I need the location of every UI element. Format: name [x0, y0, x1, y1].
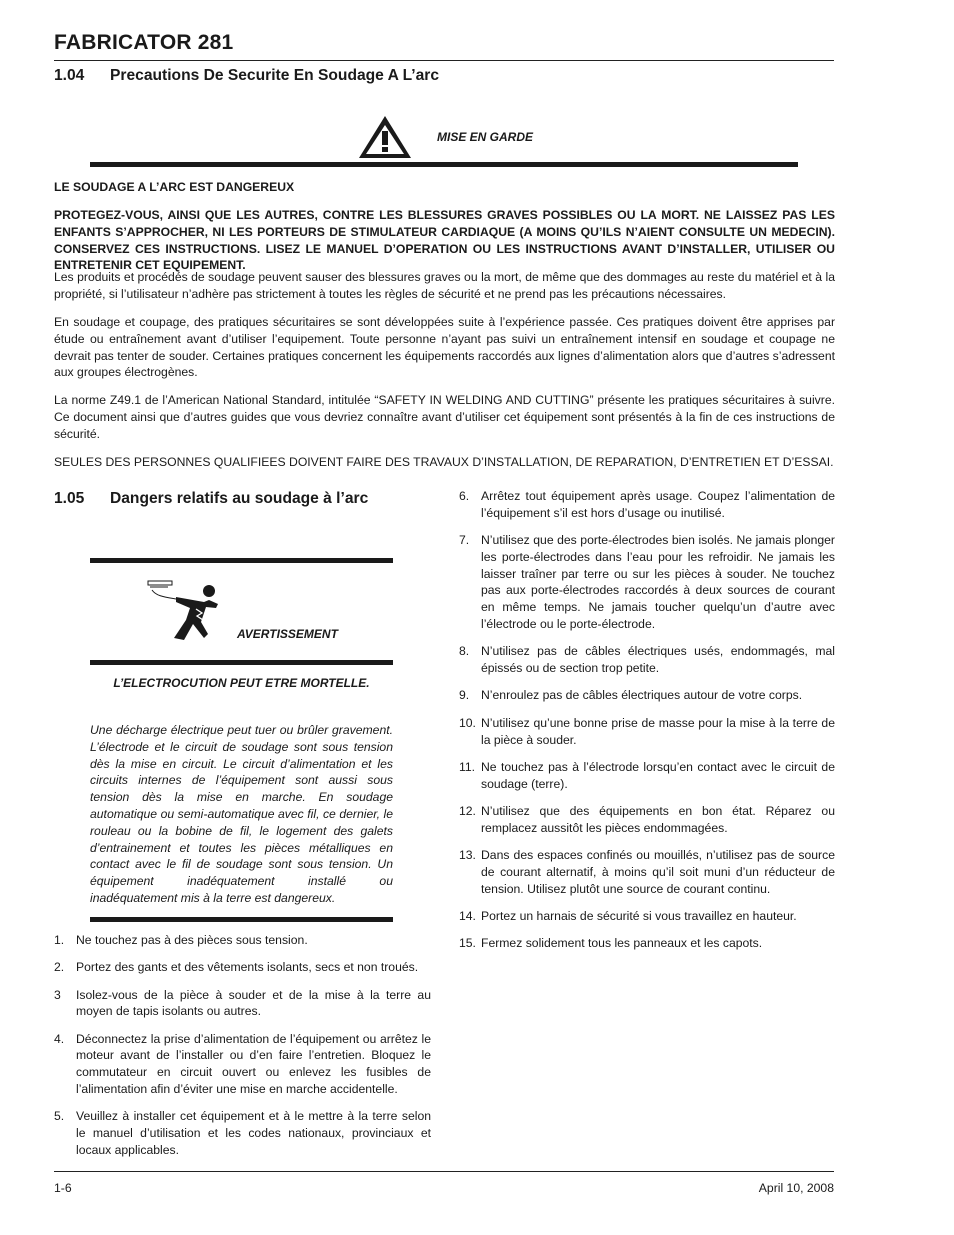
brand-title: FABRICATOR 281 — [54, 31, 234, 54]
item-number: 7. — [459, 533, 470, 548]
list-item — [459, 935, 835, 952]
item-number: 9. — [459, 688, 470, 703]
paragraph-2: En soudage et coupage, des pratiques sécuritaires se sont développées suite à l’expérience passée. Ces pratiques doivent être apprises par étude ou entraînement avant d’utiliser l’equipement. Toute personne n’ayant pas suivi un entraînement intensif en soudage et coupage ne devrait pas tenter de souder. Certaines pratiques concernent les équipements raccordés aux lignes d’alimentation alors que d’autres s’adressent aux groupes électrogènes. — [54, 315, 835, 380]
list-item — [54, 1031, 431, 1098]
item-number: 4. — [54, 1031, 65, 1046]
item-text: N’utilisez que des équipements en bon état. Réparez ou remplacez aussitôt les pièces endommagées. — [481, 803, 835, 835]
section-number: 1.05 — [54, 490, 85, 507]
list-item — [459, 908, 835, 925]
item-text: N’utilisez qu’une bonne prise de masse pour la mise à la terre de la pièce à souder. — [481, 715, 835, 747]
section-title: Precautions De Securite En Soudage A L’arc — [110, 67, 440, 84]
warning-box-top-bar — [90, 558, 393, 563]
item-number: 11. — [459, 759, 476, 774]
item-number: 5. — [54, 1109, 65, 1124]
list-item — [54, 1108, 431, 1158]
list-item — [459, 687, 835, 704]
paragraph-3: La norme Z49.1 de l’American National Standard, intitulée “SAFETY IN WELDING AND CUTTING” présente les pratiques sécuritaires à suivre. Ce document ainsi que d’autres guides que vous devriez connaître avant d’utiliser cet équipement sont présentés à la fin de ces instructions de sécurité. — [54, 393, 835, 441]
footer-rule — [54, 1171, 834, 1172]
item-text: N’utilisez que des porte-électrodes bien isolés. Ne jamais plonger les porte-électrodes dans l’eau pour les refroidir. Ne jamais les laisser traîner par terre ou sur les pièces à souder. Ne touchez pas aux porte-électrodes raccordés à deux sources de courant en même temps. Ne jamais toucher quelqu’un d’autre avec l’électrode ou le porte-électrode. — [481, 533, 835, 632]
paragraph-4: SEULES DES PERSONNES QUALIFIEES DOIVENT FAIRE DES TRAVAUX D’INSTALLATION, DE REPARATION, D’ENTRETIEN ET D’ESSAI. — [54, 455, 834, 469]
list-item — [54, 932, 431, 949]
item-text: Portez un harnais de sécurité si vous travaillez en hauteur. — [481, 908, 797, 923]
list-item — [459, 643, 835, 677]
item-number: 15. — [459, 936, 476, 951]
page-number: 1-6 — [54, 1181, 72, 1195]
electric-shock-icon — [146, 578, 226, 653]
footer-date: April 10, 2008 — [758, 1181, 834, 1195]
list-item — [54, 987, 431, 1021]
bold-warning-paragraph: PROTEGEZ-VOUS, AINSI QUE LES AUTRES, CONTRE LES BLESSURES GRAVES POSSIBLES OU LA MORT. NE LAISSEZ PAS LES ENFANTS S’APPROCHER, NI LES PORTEURS DE STIMULATEUR CARDIAQUE (A MOINS QU’ILS N’AIENT CONSULTE UN MEDECIN). CONSERVEZ CES INSTRUCTIONS. LISEZ LE MANUEL D’OPERATION OU LES INSTRUCTIONS AVANT D’INSTALLER, UTILISER OU ENTRETENIR CET EQUIPEMENT. — [54, 208, 835, 273]
warning-box-mid-bar — [90, 660, 393, 665]
item-text: Veuillez à installer cet équipement et à le mettre à la terre selon le manuel d’utilisation et les codes nationaux, provinciaux et locaux applicables. — [76, 1109, 431, 1157]
danger-heading: LE SOUDAGE A L’ARC EST DANGEREUX — [54, 180, 295, 194]
item-number: 14. — [459, 908, 476, 923]
list-item — [459, 715, 835, 749]
item-text: Portez des gants et des vêtements isolants, secs et non troués. — [76, 960, 419, 975]
electrocution-paragraph: Une décharge électrique peut tuer ou brûler gravement. L’électrode et le circuit de soudage sont sous tension dès la mise en circuit. Le circuit d’alimentation et les circuits internes de l’équipement sont aussi sous tension dès la mise en marche. En soudage automatique ou semi-automatique avec fil, ce dernier, le rouleau ou la bobine de fil, le logement des galets d’entrainement et toutes les pièces métalliques en contact avec le fil de soudage sont sous tension. Un équipement inadéquatement installé ou inadéquatement mis à la terre est dangereux. — [90, 723, 393, 905]
item-number: 13. — [459, 848, 476, 863]
item-text: Fermez solidement tous les panneaux et les capots. — [481, 936, 763, 951]
left-numbered-list — [54, 932, 431, 1169]
warning-box-bottom-bar — [90, 917, 393, 922]
section-heading-104 — [54, 66, 439, 86]
avertissement-label: AVERTISSEMENT — [237, 627, 338, 641]
item-number: 3 — [54, 987, 61, 1002]
item-number: 2. — [54, 960, 65, 975]
item-text: Arrêtez tout équipement après usage. Coupez l’alimentation de l’équipement s’il est hors d’usage ou inutilisé. — [481, 489, 835, 520]
warning-bar — [90, 162, 798, 167]
paragraph-1: Les produits et procédés de soudage peuvent sauser des blessures graves ou la mort, de même que des dommages au reste du matériel et à la propriété, si l’utilisateur n’adhère pas strictement à toutes les règles de sécurité et ne prend pas les précautions nécessaires. — [54, 270, 835, 301]
list-item — [459, 488, 835, 522]
item-number: 10. — [459, 715, 476, 730]
header-rule — [54, 60, 834, 61]
list-item — [459, 847, 835, 897]
item-text: Isolez-vous de la pièce à souder et de la mise à la terre au moyen de tapis isolants ou autres. — [76, 987, 431, 1019]
item-number: 12. — [459, 803, 476, 818]
item-text: Ne touchez pas à des pièces sous tension. — [76, 933, 308, 947]
item-text: Dans des espaces confinés ou mouillés, n’utilisez pas de source de courant alternatif, à moins qu’il soit muni d’un réducteur de tension. Utilisez plutôt une source de courant continu. — [481, 848, 835, 896]
item-number: 1. — [54, 933, 65, 947]
right-numbered-list — [459, 488, 835, 963]
section-heading-105 — [54, 489, 368, 509]
list-item — [459, 803, 835, 837]
list-item — [459, 759, 835, 793]
item-text: Ne touchez pas à l’électrode lorsqu’en contact avec le circuit de soudage (terre). — [481, 759, 835, 791]
item-text: N’enroulez pas de câbles électriques autour de votre corps. — [481, 688, 803, 703]
section-title: Dangers relatifs au soudage à l’arc — [110, 490, 369, 507]
item-text: N’utilisez pas de câbles électriques usés, endommagés, mal épissés ou de section trop petite. — [481, 644, 835, 676]
warning-triangle-icon — [357, 114, 413, 165]
section-number: 1.04 — [54, 67, 85, 84]
item-text: Déconnectez la prise d’alimentation de l’équipement ou arrêtez le moteur avant de l’installer ou d’en faire l’entretien. Bloquez le commutateur en circuit ouvert ou enlevez les fusibles de l’alimentation afin d’éviter une mise en marche accidentelle. — [76, 1031, 431, 1097]
item-number: 6. — [459, 489, 470, 503]
item-number: 8. — [459, 644, 470, 659]
warning-label: MISE EN GARDE — [437, 130, 534, 144]
electrocution-heading: L’ELECTROCUTION PEUT ETRE MORTELLE. — [113, 676, 370, 690]
list-item — [459, 532, 835, 633]
list-item — [54, 959, 431, 976]
